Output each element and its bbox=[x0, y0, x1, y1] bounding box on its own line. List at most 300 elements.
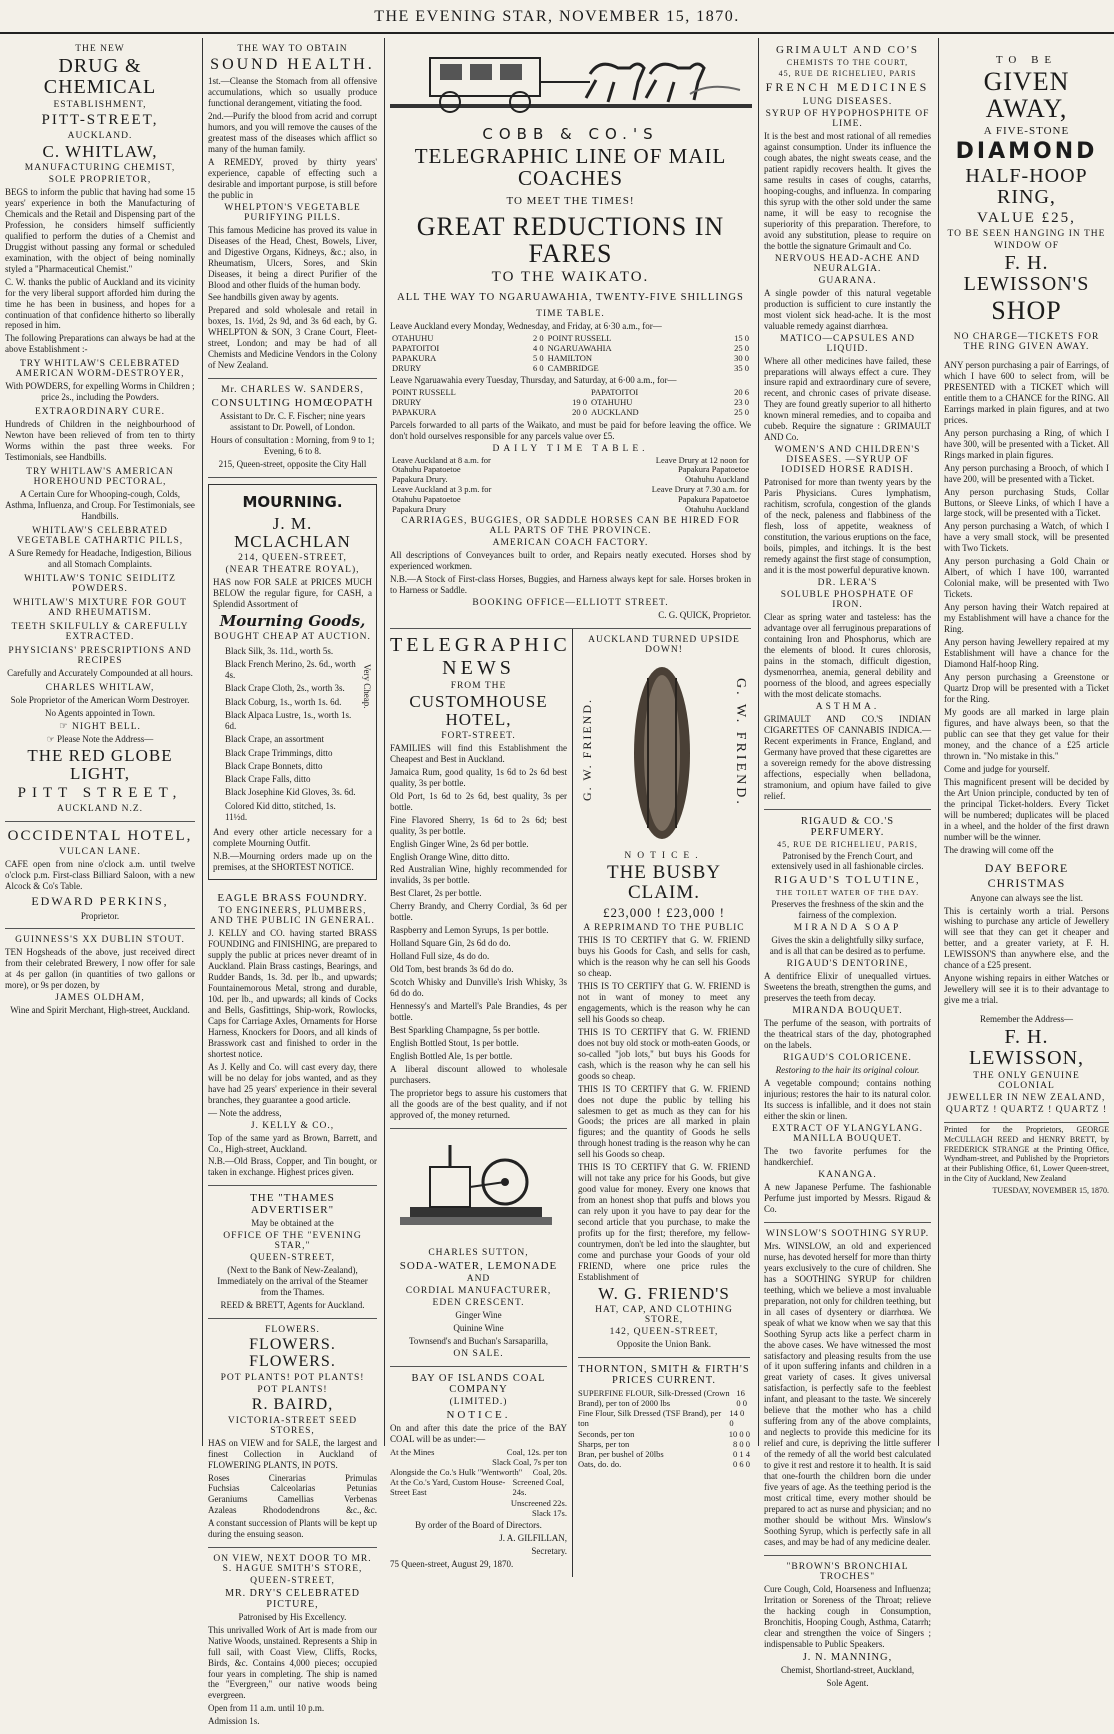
sutton-address: EDEN CRESCENT. bbox=[432, 1297, 525, 1308]
guarana: GUARANA. bbox=[818, 275, 877, 286]
table-row bbox=[390, 505, 751, 515]
table-cell: PAPATOITOI bbox=[591, 387, 639, 398]
table-cell: 6 0 bbox=[533, 362, 544, 373]
table-row bbox=[578, 1408, 750, 1428]
table-row bbox=[208, 1483, 377, 1494]
cure-body: Hundreds of Children in the neighbourhood of Newton have been relieved of from ten to thirty Worms within the past three weeks. For Testimonials, see Handbills. bbox=[5, 419, 195, 463]
list-item: Any person having Jewellery repaired at my Establishment will have a chance for the Diamond Half-hoop Ring. bbox=[944, 637, 1109, 670]
mourning-goods: Mourning Goods, bbox=[219, 611, 366, 630]
rigaud-paragraph: Patronised by the French Court, and extensively used in all fashionable circles. bbox=[771, 850, 924, 872]
table-cell: 4 0 bbox=[533, 343, 544, 354]
matico: MATICO—CAPSULES AND LIQUID. bbox=[780, 333, 915, 354]
daily-time-table bbox=[390, 456, 751, 515]
hypophosphite-syrup: SYRUP OF HYPOPHOSPHITE OF LIME. bbox=[765, 109, 930, 129]
list-item: Any person purchasing Studs, Collar Buttons, or Sleeve Links, of which I have a large stock, will be presented with a Ticket. bbox=[944, 486, 1109, 519]
sanders-paragraph: Assistant to Dr. C. F. Fischer; nine years assistant to Dr. Powell, of London. bbox=[219, 411, 366, 433]
flowers-title: FLOWERS. FLOWERS. bbox=[249, 1336, 336, 1371]
teeth-title: TEETH SKILFULLY & CAREFULLY EXTRACTED. bbox=[11, 622, 189, 643]
hanging-note: TO BE SEEN HANGING IN THE bbox=[947, 228, 1106, 239]
list-item: Jamaica Rum, good quality, 1s 6d to 2s 6d best quality, 3s per bottle. bbox=[390, 766, 567, 788]
very-cheap-label: Very Cheap. bbox=[362, 663, 372, 709]
list-item: Any person purchasing a Brooch, of which I have 200, will be presented with a Ticket. bbox=[944, 462, 1109, 484]
list-item: THIS IS TO CERTIFY that G. W. FRIEND does not dupe the public by telling his salesmen to get as much as they can for his Goods; the prices are all marked in plain figures; and the quantity of Goods he sells through honest trading is the reason why he can sell his Goods so cheap. bbox=[578, 1083, 750, 1160]
tolutine-sub: THE TOILET WATER OF THE DAY. bbox=[775, 888, 920, 898]
tolutine: RIGAUD'S TOLUTINE, bbox=[774, 874, 921, 887]
table-cell: 2 0 bbox=[533, 333, 544, 344]
globe-title: THE RED GLOBE LIGHT, bbox=[27, 745, 173, 783]
column-4 bbox=[758, 38, 936, 1688]
list-item: My goods are all marked in large plain figures, and have always been, so that the public can see that they get value for their money, and the chance of a £25 article thrown in. "No mistake in this." bbox=[944, 706, 1109, 761]
manning-role: Sole Agent. bbox=[826, 1677, 869, 1688]
pills-body: A Sure Remedy for Headache, Indigestion, Bilious and all Stomach Complaints. bbox=[8, 548, 192, 570]
miranda-bouquet: MIRANDA BOUQUET. bbox=[792, 1006, 903, 1017]
thames-street: QUEEN-STREET, bbox=[250, 1253, 335, 1264]
rigaud-paragraph: Preserves the freshness of the skin and the fairness of the complexion. bbox=[771, 899, 924, 921]
list-item: Any person purchasing a Greenstone or Quartz Drop will be presented with a Ticket for the Ring. bbox=[944, 672, 1109, 704]
pills-title: WHITLAW'S CELEBRATED VEGETABLE CATHARTIC PILLS, bbox=[16, 526, 184, 547]
table-cell: 14 0 0 bbox=[729, 1408, 745, 1429]
cure-title: EXTRAORDINARY CURE. bbox=[34, 407, 165, 418]
table-cell: Papakura Papatoetoe bbox=[677, 493, 749, 504]
eagle-foundry-ad bbox=[208, 886, 377, 1186]
table-row bbox=[390, 1498, 567, 1508]
list-item: Best Claret, 2s per bottle. bbox=[390, 888, 482, 899]
pointing-hand-icon: ☞ bbox=[59, 721, 73, 732]
mourning-paragraph: And every other article necessary for a complete Mourning Outfit. bbox=[213, 827, 372, 849]
list-item: Scotch Whisky and Dunville's Irish Whisky, 3s 6d do do. bbox=[390, 977, 567, 999]
table-cell: SUPERFINE FLOUR, Silk-Dressed (Crown Brand), per ton of 2000 lbs bbox=[578, 1387, 730, 1409]
timetable-leave: Leave Auckland every Monday, Wednesday, and Friday, at 6·30 a.m., for— bbox=[390, 321, 662, 332]
thornton-price-list bbox=[578, 1388, 750, 1470]
eagle-name: J. KELLY & CO., bbox=[250, 1120, 335, 1131]
table-cell: 23 0 bbox=[734, 397, 749, 408]
time-table-title: TIME TABLE. bbox=[536, 309, 605, 320]
ad-prop: SOLE PROPRIETOR, bbox=[48, 174, 152, 185]
factory-paragraph: N.B.—A Stock of First-class Horses, Buggies, and Harness always kept for sale. Horses broken in to Harness or Saddle. bbox=[390, 574, 751, 596]
column-3-left bbox=[390, 629, 572, 1577]
picture-ad bbox=[208, 1548, 377, 1734]
table-cell: Leave Auckland at 3 p.m. for bbox=[392, 483, 492, 494]
picture-big: MR. DRY'S CELEBRATED PICTURE, bbox=[225, 1587, 360, 1610]
list-item: English Bottled Ale, 1s per bottle. bbox=[390, 1051, 513, 1062]
table-cell: 5 0 bbox=[533, 352, 544, 363]
seidlitz-title: WHITLAW'S TONIC SEIDLITZ POWDERS. bbox=[24, 574, 176, 595]
daily-time-table-title: DAILY TIME TABLE. bbox=[492, 443, 649, 454]
table-row bbox=[390, 1457, 567, 1467]
mourning-paragraph: HAS now FOR SALE at PRICES MUCH BELOW the regular figure, for CASH, a Splendid Assortment of bbox=[213, 576, 372, 609]
hotel-lane: VULCAN LANE. bbox=[59, 846, 141, 857]
table-cell: 25 0 bbox=[734, 343, 749, 354]
rigaud-paragraph: Gives the skin a delightfully silky surface, and is all that can be desired as to perfume. bbox=[769, 935, 926, 957]
list-item: Holland Full size, 4s do do. bbox=[390, 951, 490, 962]
sanders-ad bbox=[208, 379, 377, 478]
friend-name: W. G. FRIEND'S bbox=[598, 1284, 730, 1304]
table-row bbox=[390, 408, 751, 418]
grimault-paragraph: A single powder of this natural vegetable production is sufficient to cure instantly the most violent sick head-ache. It is the most valuable remedy against diarrhœa. bbox=[764, 287, 931, 331]
rigaud-paragraph: A vegetable compound; contains nothing injurious; restores the hair to its natural color. Its success is infallible, and it does not stain either the skin or linen. bbox=[764, 1078, 931, 1121]
table-cell: Otahuhu Auckland bbox=[685, 474, 749, 485]
manning-name: J. N. MANNING, bbox=[802, 1651, 893, 1663]
nervous-headache: NERVOUS HEAD-ACHE AND NEURALGIA. bbox=[774, 253, 921, 274]
table-cell: OTAHUHU bbox=[392, 333, 434, 344]
troches-paragraph: Cure Cough, Cold, Hoarseness and Influenza; Irritation or Soreness of the Throat; relieve the hacking cough in Consumption, Bronchitis, Hooping Cough, Asthma, Catarrh; clear and strengthen the voice of Singers ; indispensable to Public Speakers. bbox=[764, 1583, 931, 1649]
table-cell: 35 0 bbox=[734, 362, 749, 373]
sanders-paragraph: 215, Queen-street, opposite the City Hall bbox=[218, 459, 367, 470]
table-cell: Coal, 12s. per ton bbox=[506, 1446, 567, 1457]
table-cell: Rhododendrons bbox=[262, 1504, 320, 1515]
rigaud-paragraph: A dentifrice Elixir of unequalled virtues. Sweetens the breath, strengthen the gums, and preserves the teeth from decay. bbox=[764, 971, 931, 1004]
table-row bbox=[208, 1473, 377, 1484]
hotel-street: FORT-STREET. bbox=[441, 730, 516, 741]
pectoral-body: A Certain Cure for Whooping-cough, Colds, Asthma, Influenza, and Croup. For Testimonials, see Handbills. bbox=[5, 489, 195, 522]
table-row bbox=[390, 1477, 567, 1497]
column-3 bbox=[384, 38, 756, 1569]
stagecoach-illustration bbox=[390, 44, 752, 118]
list-item: Any person purchasing a Ring, of which I have 300, will be presented with a Ticket. All Rings marked in plain figures. bbox=[944, 427, 1109, 460]
table-cell: POINT RUSSELL bbox=[392, 387, 456, 398]
drug-establishment-ad bbox=[5, 38, 195, 822]
table-cell: Geraniums bbox=[208, 1494, 248, 1505]
miranda-soap: MIRANDA SOAP bbox=[793, 923, 902, 934]
table-cell: Fuchsias bbox=[208, 1483, 240, 1494]
flowers-paragraph: HAS on VIEW and for SALE, the largest and finest Collection in Auckland of FLOWERING PLANTS, IN POTS. bbox=[208, 1437, 377, 1470]
table-row bbox=[390, 388, 751, 398]
cobb-fares-headline: GREAT REDUCTIONS IN FARES bbox=[416, 211, 725, 269]
bay-secretary: Secretary. bbox=[531, 1545, 567, 1556]
rigaud-paragraph: A new Japanese Perfume. The fashionable Perfume just imported by Messrs. Rigaud & Co. bbox=[764, 1181, 931, 1214]
ad-city: AUCKLAND. bbox=[67, 131, 133, 141]
eagle-note: — Note the address, bbox=[208, 1107, 282, 1118]
table-cell: Slack Coal, 7s per ton bbox=[492, 1456, 567, 1467]
thames-paragraph: May be obtained at the bbox=[251, 1218, 334, 1229]
table-cell: Leave Drury at 12 noon for bbox=[655, 454, 749, 465]
busby-amount: £23,000 ! £23,000 ! bbox=[603, 904, 725, 920]
eagle-address: Top of the same yard as Brown, Barrett, and Co., High-street, Auckland. bbox=[208, 1132, 377, 1154]
lewisson-paragraphs bbox=[944, 360, 1109, 856]
friend-opposite: Opposite the Union Bank. bbox=[617, 1338, 711, 1349]
table-cell: DRURY bbox=[392, 362, 422, 373]
ad-street: PITT-STREET, bbox=[41, 112, 159, 128]
friend-store: HAT, CAP, AND CLOTHING STORE, bbox=[595, 1304, 733, 1325]
table-cell: Azaleas bbox=[208, 1504, 237, 1515]
sound-paragraph: A REMEDY, proved by thirty years' experience, capable of effecting such a desirable and important purpose, is still before the public in bbox=[208, 156, 377, 200]
bay-ltd: (LIMITED.) bbox=[449, 1396, 508, 1407]
picture-paragraph: This unrivalled Work of Art is made from our Native Woods, unstained. Represents a Ship in full sail, with Coast View, Cliffs, Rocks, Birds, &c. Contains 4,000 pieces; occupied four years in completing. The ship is named the "Evergreen," our native woods being evergreen. bbox=[208, 1624, 377, 1701]
grimault-paragraph: Patronised for more than twenty years by the Paris Physicians. Cures lymphatism, rachitism, scrofula, congestion of the glands of the neck, paleness and flabbiness of the flesh, loss of appetite, weakness of constitution, the various eruptions on the face, boils, pimples, and itchings. It is the best remedy against the first stage of consumption, and it is the most powerful depurative known. bbox=[764, 477, 931, 576]
occidental-hotel-ad bbox=[5, 822, 195, 930]
list-item: Fine Flavored Sherry, 1s 6d to 2s 6d; best quality, 3s per bottle. bbox=[390, 814, 567, 836]
table-cell: POINT RUSSELL bbox=[547, 333, 612, 344]
signature-name: CHARLES WHITLAW, bbox=[45, 683, 155, 693]
jeweller-nz: JEWELLER IN NEW ZEALAND, bbox=[947, 1093, 1106, 1104]
stout-body: TEN Hogsheads of the above, just received direct from their celebrated Brewery, I now offer for sale at 4s per gallon (in quantities of two gallons or more), or 9s per dozen, by bbox=[5, 947, 195, 991]
dr-lera: DR. LERA'S bbox=[817, 578, 878, 588]
no-charge: NO CHARGE—TICKETS FOR THE RING GIVEN AWAY. bbox=[953, 331, 1100, 352]
sutton-soda: SODA-WATER, LEMONADE bbox=[399, 1259, 558, 1272]
table-cell: Calceolarias bbox=[270, 1483, 316, 1494]
cobb-way: ALL THE WAY TO NGARUAWAHIA, TWENTY-FIVE SHILLINGS bbox=[397, 292, 744, 304]
table-cell: PAPAKURA bbox=[392, 406, 437, 417]
list-item: Come and judge for yourself. bbox=[944, 763, 1050, 774]
sound-paragraph: Prepared and sold wholesale and retail in boxes, 1s. 1½d, 2s 9d, and 3s 6d each, by G. WHELPTON & SON, 3 Crane Court, Fleet-street, London; and may be had of all Chemists and Medicine Vendors in the Colony of New Zealand. bbox=[208, 305, 377, 371]
friend-notice: NOTICE. bbox=[624, 851, 704, 862]
list-item: The drawing will come off the bbox=[944, 844, 1054, 855]
cobb-coaches-ad bbox=[390, 38, 751, 629]
cobb-waikato: TO THE WAIKATO. bbox=[491, 269, 650, 286]
coloricene-sub: Restoring to the hair its original colour. bbox=[775, 1065, 920, 1076]
hotel-paragraph: The proprietor begs to assure his customers that all the goods are of the best quality, and if not approved of, the money returned. bbox=[390, 1087, 567, 1120]
table-row bbox=[578, 1459, 750, 1469]
list-item: Any person purchasing a Gold Chain or Albert, of which I have 100, warranted Colonial make, will be presented with Two Tickets. bbox=[944, 556, 1109, 600]
mourning-near: (NEAR THEATRE ROYAL), bbox=[225, 564, 360, 575]
ad-role: MANUFACTURING CHEMIST, bbox=[24, 162, 176, 173]
sanders-paragraph: Hours of consultation : Morning, from 9 to 1; Evening, 6 to 8. bbox=[210, 435, 375, 457]
table-cell: 15 0 bbox=[734, 333, 749, 344]
sound-title: THE WAY TO OBTAIN bbox=[237, 44, 348, 54]
certify-list bbox=[578, 935, 750, 1283]
manning-address: Chemist, Shortland-street, Auckland, bbox=[780, 1664, 915, 1675]
ad-paragraph: C. W. thanks the public of Auckland and its vicinity for the very liberal support afforded him during the time he has been in business, and hopes for a continuation of that confidence hitherto so liberally reposed in him. bbox=[5, 276, 195, 331]
picture-hours: Open from 11 a.m. until 10 p.m. bbox=[208, 1703, 325, 1714]
sutton-ad bbox=[390, 1129, 567, 1367]
grimault-paragraph: Where all other medicines have failed, these preparations will always effect a cure. They insure rapid and extraordinary cure of severe, recent, and chronic cases of private disease. They are found greatly superior to all hitherto known mineral remedies, and to copaiba and cubeb. Require the signature : GRIMAULT AND Co. bbox=[764, 355, 931, 443]
table-cell: HAMILTON bbox=[547, 352, 593, 363]
table-cell: 8 0 0 bbox=[733, 1438, 750, 1449]
diamond: DIAMOND bbox=[955, 138, 1098, 164]
table-cell: 10 0 0 bbox=[728, 1428, 750, 1439]
list-item: Black Silk, 3s. 11d., worth 5s. bbox=[225, 645, 334, 656]
table-cell: Cinerarias bbox=[268, 1472, 306, 1483]
column-2 bbox=[202, 38, 382, 1727]
thames-advertiser-ad bbox=[208, 1186, 377, 1319]
carriages-note: CARRIAGES, BUGGIES, OR SADDLE HORSES CAN BE HIRED FOR ALL PARTS OF THE PROVINCE. bbox=[401, 516, 740, 537]
globe-street: PITT STREET, bbox=[17, 784, 183, 801]
women-children: WOMEN'S AND CHILDREN'S DISEASES. —SYRUP OF IODISED HORSE RADISH. bbox=[774, 445, 921, 476]
hotel-paragraph: A liberal discount allowed to wholesale purchasers. bbox=[390, 1063, 567, 1085]
stout-name: JAMES OLDHAM, bbox=[55, 993, 145, 1004]
list-item: Black Coburg, 1s., worth 1s. 6d. bbox=[225, 696, 342, 707]
globe-note bbox=[5, 734, 195, 745]
lung-diseases: LUNG DISEASES. bbox=[802, 97, 893, 107]
mourning-list bbox=[213, 644, 360, 826]
night-bell bbox=[5, 721, 195, 732]
flowers-kicker: FLOWERS. bbox=[265, 1325, 320, 1336]
list-item: Old Port, 1s 6d to 2s 6d, best quality, 3s per bottle. bbox=[390, 790, 567, 812]
list-item: Black Alpaca Lustre, 1s., worth 1s. 6d. bbox=[225, 709, 352, 732]
window-of: WINDOW OF bbox=[993, 240, 1060, 251]
friend-vertical-right: G. W. FRIEND. bbox=[733, 678, 748, 807]
bay-title: BAY OF ISLANDS COAL COMPANY bbox=[411, 1372, 546, 1395]
rigaud-paragraph: The perfume of the season, with portraits of the theatrical stars of the day, photographed on the labels. bbox=[764, 1018, 931, 1051]
cigar-illustration bbox=[578, 658, 746, 848]
grimault-paragraph: It is the best and most rational of all remedies against consumption. Under its influence the cough abates, the night sweats cease, and the patient rapidly recovers health. It gives the same results in cases of coughs, catarrhs, hooping-coughs, and influenza. In comparing this syrup with the other sold under the same name, it will be easy to recognise the superiority of this preparation. Therefore, to avoid any substitution, please to require on the bottle the signature Grimault and Co. bbox=[764, 131, 931, 251]
friend-address: 142, QUEEN-STREET, bbox=[609, 1326, 719, 1337]
sutton-cordial: CORDIAL MANUFACTURER, bbox=[405, 1285, 552, 1296]
ad-paragraph: BEGS to inform the public that having had some 15 years' experience in both the Manufacturing of Chemicals and the Retail and Dispensing part of the Profession, he considers himself sufficiently qualified to perform the duties of a Chemist and Druggist without passing any formal or scheduled examination, with the object of being nominally styled a "Pharmaceutical Chemist." bbox=[5, 186, 195, 274]
table-cell: Alongside the Co.'s Hulk "Wentworth" bbox=[390, 1467, 523, 1478]
wine-list bbox=[390, 767, 567, 1062]
coloricene: RIGAUD'S COLORICENE. bbox=[783, 1053, 912, 1064]
table-row bbox=[390, 398, 751, 408]
winslow-paragraph: Mrs. WINSLOW, an old and experienced nurse, has devoted herself for more than thirty years exclusively to the cure of children. She has a SOOTHING SYRUP for children teething, which we believe a most invaluable preparation, not only for children teething, but in all cases of dysentery or diarrhœa. We speak of what we know when we say that this Soothing Syrup acts like a perfect charm in the above cases. We have witnessed the most satisfactory and pleasing results from the use of it upon suffering infants and children in a great variety of cases. It gives universal satisfaction, is perfectly safe to the feeblest infant, and pleasant to the taste. We sincerely believe that the mother who has a child suffering from any of the above complaints, and neglects to provide this medicine for its relief and cure, is depriving the little sufferer of the remedy of all the world best calculated to give it rest and restore it to health. It is said that one-fourth the children born die under five years of age. As the teething period is the most critical time, every mother should be prepared to act as nurse and physician; and no mother should be without Mrs. Winslow's Soothing Syrup, which is perfectly safe in all cases, and may be had of any medicine dealer. bbox=[764, 1240, 931, 1547]
list-item: Black Josephine Kid Gloves, 3s. 6d. bbox=[225, 787, 356, 798]
list-item: Colored Kid ditto, stitched, 1s. 11½d. bbox=[225, 800, 336, 822]
hotel-title: OCCIDENTAL HOTEL, bbox=[7, 827, 193, 844]
sound-paragraph: 2nd.—Purify the blood from acrid and corrupt humors, and you will remove the causes of the greatest mass of the diseases which afflict so many of the human family. bbox=[208, 110, 377, 154]
booking-office: BOOKING OFFICE—ELLIOTT STREET. bbox=[472, 598, 669, 609]
table-cell: Camellias bbox=[277, 1494, 314, 1505]
troches-ad bbox=[764, 1556, 931, 1696]
bay-notice: NOTICE. bbox=[446, 1408, 511, 1421]
picture-patron: Patronised by His Excellency. bbox=[238, 1611, 347, 1622]
phosphate-of-iron: SOLUBLE PHOSPHATE OF IRON. bbox=[780, 590, 915, 610]
table-row bbox=[390, 364, 751, 374]
list-item: Black Crape Trimmings, ditto bbox=[225, 747, 333, 758]
list-item: English Orange Wine, ditto ditto. bbox=[390, 851, 510, 862]
list-item: ANY person purchasing a pair of Earrings, of which I have 600 to select from, will be PRESENTED with a TICKET which will entitle them to a CHANCE for the RING. All Earrings marked in plain figures, and at two prices. bbox=[944, 359, 1109, 425]
thames-paragraph: (Next to the Bank of New-Zealand), Immediately on the arrival of the Steamer from the Thames. bbox=[217, 1265, 368, 1298]
sound-paragraph: This famous Medicine has proved its value in Diseases of the Head, Chest, Bowels, Liver, and Digestive Organs, Kidneys, &c.; also, in Rheumatism, Ulcers, Sores, and Skin Diseases, it being a direct Purifier of the Blood and other fluids of the human body. bbox=[208, 224, 377, 290]
table-cell: Otahuhu Auckland bbox=[685, 503, 749, 514]
list-item: Best Sparkling Champagne, 5s per bottle. bbox=[390, 1025, 540, 1036]
lewisson-name: F. H. LEWISSON, bbox=[968, 1026, 1085, 1070]
table-cell: 20 6 bbox=[734, 387, 749, 398]
five-stone: A FIVE-STONE bbox=[983, 124, 1070, 137]
sound-health-ad bbox=[208, 38, 377, 379]
parcels-note: Parcels forwarded to all parts of the Waikato, and must be paid for before leaving the office. We don't hold ourselves responsible for any parcels value over £5. bbox=[390, 419, 751, 441]
list-item: THIS IS TO CERTIFY that G. W. FRIEND is not in want of money to meet any engagements, which is the reason why he can sell his Goods so cheap. bbox=[578, 980, 750, 1024]
list-item: Black Crape Falls, ditto bbox=[225, 774, 311, 785]
table-cell: 20 0 bbox=[572, 406, 587, 417]
reprimand-title: A REPRIMAND TO THE PUBLIC bbox=[583, 922, 745, 933]
globe-note-label: Please Note the Address— bbox=[57, 733, 154, 744]
troches-title: "BROWN'S BRONCHIAL TROCHES" bbox=[786, 1561, 909, 1582]
table-cell: CAMBRIDGE bbox=[547, 362, 599, 373]
thornton-title: THORNTON, SMITH & FIRTH'S PRICES CURRENT. bbox=[578, 1363, 750, 1386]
table-cell: Bran, per bushel of 20lbs bbox=[578, 1448, 664, 1459]
list-item: Black Crape, an assortment bbox=[225, 734, 324, 745]
mourning-ad bbox=[208, 484, 377, 880]
lewisson-ad bbox=[944, 38, 1109, 1123]
to-be: TO BE bbox=[995, 54, 1058, 66]
mourning-title: MOURNING. bbox=[242, 493, 343, 512]
cobb-meet: TO MEET THE TIMES! bbox=[506, 194, 635, 207]
machinery-illustration bbox=[390, 1137, 562, 1237]
stout-title: GUINNESS'S XX DUBLIN STOUT. bbox=[15, 935, 185, 946]
table-cell: 16 0 0 bbox=[736, 1387, 747, 1409]
table-row bbox=[578, 1388, 750, 1408]
list-item: Red Australian Wine, highly recommended for invalids, 3s per bottle. bbox=[390, 864, 567, 886]
grimault-title: GRIMAULT AND CO'S bbox=[776, 44, 919, 56]
winslow-title: WINSLOW'S SOOTHING SYRUP. bbox=[765, 1228, 930, 1239]
eagle-to: TO ENGINEERS, PLUMBERS, AND THE PUBLIC IN GENERAL. bbox=[210, 906, 375, 927]
list-item: Any person purchasing a Watch, of which I have a very small stock, will be presented with Two Tickets. bbox=[944, 521, 1109, 554]
bay-coal-ad bbox=[390, 1367, 567, 1577]
table-cell: Petunias bbox=[346, 1483, 377, 1494]
table-cell: 19 0 bbox=[572, 397, 587, 408]
table-row bbox=[208, 1505, 377, 1516]
bay-name: J. A. GILFILLAN, bbox=[499, 1532, 567, 1543]
list-note: Anyone can always see the list. bbox=[970, 892, 1083, 903]
cobb-brand: COBB & CO.'S bbox=[482, 125, 659, 143]
list-item: THIS IS TO CERTIFY that G. W. FRIEND does not buy old stock or moth-eaten Goods, or so-called "job lots," but buys his Goods for cash, which is the reason why he can sell his goods so cheap. bbox=[578, 1026, 750, 1081]
table-cell: Leave Drury at 7.30 a.m. for bbox=[651, 483, 749, 494]
recipes-title: PHYSICIANS' PRESCRIPTIONS AND RECIPES bbox=[8, 646, 192, 667]
grimault-address: 45, RUE DE RICHELIEU, PARIS bbox=[778, 69, 917, 78]
eagle-paragraph: J. KELLY and CO. having started BRASS FOUNDING and FINISHING, are prepared to supply the public at prices never dreamt of in Auckland. Plain Brass castings, Bearings, and Rudder Bands, 1s. 3d. per lb., and upwards; Fountainemorous Metal, strong and durable, 10d. per lb., and upwards; all kinds of Cocks and Bells, Gasfittings, Ship-work, Rowlocks, Caps for Carriage Axles, Ornaments for Horse Harness, Knockers for Doors, and all kinds of Brasswork cast and finished to order in the shortest notice. bbox=[208, 928, 377, 1059]
table-cell: Unscreened 22s. bbox=[510, 1497, 567, 1508]
list-item: Black Crape Cloth, 2s., worth 3s. bbox=[225, 683, 345, 694]
list-item: Black French Merino, 2s. 6d., worth 4s. bbox=[225, 658, 356, 681]
mourning-bought: BOUGHT CHEAP AT AUCTION. bbox=[214, 631, 371, 642]
list-item: Cherry Brandy, and Cherry Cordial, 3s 6d per bottle. bbox=[390, 901, 567, 923]
table-cell: Leave Auckland at 8 a.m. for bbox=[392, 454, 491, 465]
plants-table bbox=[208, 1473, 377, 1516]
table-row bbox=[390, 1447, 567, 1457]
sound-paragraph: 1st.—Cleanse the Stomach from all offensive accumulations, which so usually produce functional derangement, vitiating the food. bbox=[208, 76, 377, 108]
bay-address: 75 Queen-street, August 29, 1870. bbox=[390, 1558, 514, 1569]
eagle-paragraph: As J. Kelly and Co. will cast every day, there will be no delay for jobs wanted, and as they have had 25 years' experience in their several branches, they guarantee a good article. bbox=[208, 1061, 377, 1105]
table-cell: Seconds, per ton bbox=[578, 1428, 635, 1439]
signature-role: Sole Proprietor of the American Worm Destroyer. bbox=[10, 695, 190, 705]
list-item: Hennessy's and Martell's Pale Brandies, 4s per bottle. bbox=[390, 1001, 567, 1023]
busby-title: THE BUSBY CLAIM. bbox=[606, 862, 722, 904]
column-1 bbox=[0, 38, 200, 1446]
table-cell: Papakura Papatoetoe bbox=[677, 464, 749, 475]
flowers-ad bbox=[208, 1319, 377, 1547]
mourning-nb: N.B.—Mourning orders made up on the premises, at the SHORTEST NOTICE. bbox=[213, 851, 372, 873]
bay-paragraph: On and after this date the price of the BAY COAL will be as under:— bbox=[390, 1422, 567, 1444]
ad-subtitle: ESTABLISHMENT, bbox=[53, 100, 147, 110]
worm-body: With POWDERS, for expelling Worms in Children ; price 2s., including the Powders. bbox=[5, 381, 195, 403]
stout-ad bbox=[5, 929, 195, 1023]
from-the: FROM THE bbox=[450, 681, 507, 692]
ad-owner: C. WHITLAW, bbox=[42, 142, 158, 161]
list-item: Old Tom, best brands 3s 6d do do. bbox=[390, 964, 514, 975]
thornton-ad bbox=[578, 1358, 750, 1475]
fares-table-1 bbox=[390, 334, 751, 373]
table-cell: PAPAKURA bbox=[392, 352, 437, 363]
shop: SHOP bbox=[991, 295, 1062, 325]
column-5 bbox=[938, 38, 1114, 1446]
flowers-paragraph: A constant succession of Plants will be kept up during the ensuing season. bbox=[208, 1517, 377, 1539]
cobb-proprietor: C. G. QUICK, Proprietor. bbox=[658, 610, 751, 621]
sutton-sale: ON SALE. bbox=[453, 1348, 504, 1359]
table-cell: Slack 17s. bbox=[532, 1507, 567, 1518]
picture-title: ON VIEW, NEXT DOOR TO MR. S. HAGUE SMITH'S STORE, bbox=[213, 1553, 372, 1574]
masthead: THE EVENING STAR, NOVEMBER 15, 1870. bbox=[0, 0, 1114, 34]
given-away: GIVEN AWAY, bbox=[983, 67, 1070, 124]
table-row bbox=[390, 1467, 567, 1477]
sanders-title: CONSULTING HOMŒOPATH bbox=[211, 397, 374, 410]
list-item: Quinine Wine bbox=[453, 1322, 504, 1333]
list-item: Black Crape Bonnets, ditto bbox=[225, 760, 323, 771]
table-cell: Coal, 20s. bbox=[532, 1467, 567, 1478]
table-cell: Screened Coal, 24s. bbox=[512, 1477, 564, 1498]
asthma: ASTHMA. bbox=[815, 701, 880, 712]
day-before-christmas: DAY BEFORE CHRISTMAS bbox=[984, 860, 1069, 890]
thames-agents: REED & BRETT, Agents for Auckland. bbox=[220, 1300, 365, 1311]
sound-paragraph: See handbills given away by agents. bbox=[208, 292, 339, 303]
globe-city: AUCKLAND N.Z. bbox=[56, 803, 144, 814]
rigaud-address: 45, RUE DE RICHELIEU, PARIS, bbox=[777, 839, 918, 849]
grimault-paragraph: GRIMAULT AND CO.'S INDIAN CIGARETTES OF CANNABIS INDICA.—Recent experiments in France, England, and Germany have proved that these cigarettes are a sovereign remedy for the above distressing affections, especially when belladona, stramonium, and opium have failed to give relief. bbox=[764, 713, 931, 801]
flowers-name: R. BAIRD, bbox=[251, 1395, 334, 1413]
table-row bbox=[578, 1439, 750, 1449]
factory-paragraph: All descriptions of Conveyances built to order, and Repairs neatly executed. Horses shod by experienced workmen. bbox=[390, 550, 751, 572]
ad-kicker: THE NEW bbox=[75, 44, 125, 54]
list-item: THIS IS TO CERTIFY that G. W. FRIEND buys his Goods for Cash, and sells for cash, which is the reason why he can sell his Goods so cheap. bbox=[578, 934, 750, 978]
